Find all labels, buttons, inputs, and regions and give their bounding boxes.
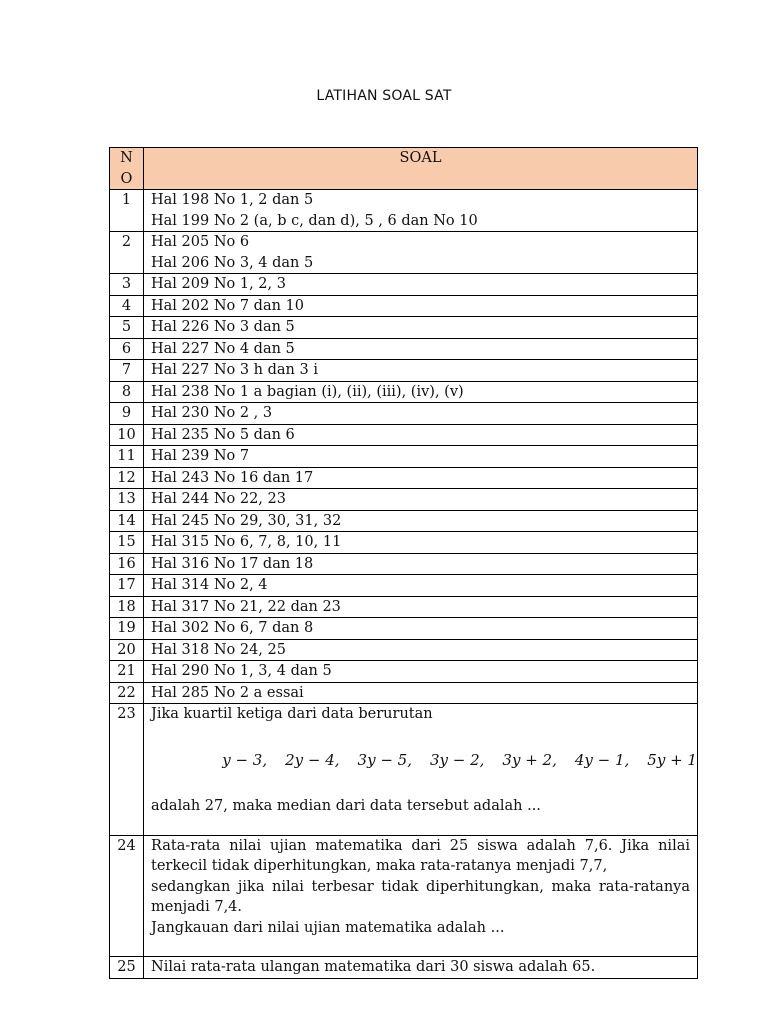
row-number: 20 <box>110 639 144 661</box>
question-23 <box>144 704 698 836</box>
row-number: 15 <box>110 532 144 554</box>
table-row <box>110 489 698 511</box>
row-number: 7 <box>110 360 144 382</box>
question-line: Hal 202 No 7 dan 10 <box>151 297 305 314</box>
table-row <box>110 403 698 425</box>
question-24-p3: Jangkauan dari nilai ujian matematika adalah ... <box>151 919 505 936</box>
row-number: 11 <box>110 446 144 468</box>
row-question <box>144 575 698 597</box>
table-row <box>110 446 698 468</box>
question-line: Hal 244 No 22, 23 <box>151 491 286 507</box>
row-number: 24 <box>110 835 144 957</box>
question-line: Hal 315 No 6, 7, 8, 10, 11 <box>151 534 342 550</box>
page-title: LATIHAN SOAL SAT <box>316 88 452 104</box>
row-question <box>144 553 698 575</box>
row-number: 5 <box>110 317 144 339</box>
row-number: 4 <box>110 295 144 317</box>
table-body <box>110 190 698 979</box>
question-line: Hal 206 No 3, 4 dan 5 <box>151 254 314 271</box>
question-23-outro: adalah 27, maka median dari data tersebut adalah ... <box>151 798 541 814</box>
table-row <box>110 338 698 360</box>
table-row <box>110 575 698 597</box>
table-row <box>110 190 698 232</box>
row-question <box>144 661 698 683</box>
term: y − 3, <box>222 751 268 769</box>
term: 3y − 5, <box>357 751 412 769</box>
row-number: 18 <box>110 596 144 618</box>
row-number: 8 <box>110 381 144 403</box>
question-line: Hal 235 No 5 dan 6 <box>151 426 295 443</box>
table-row-24 <box>110 835 698 957</box>
row-number: 3 <box>110 274 144 296</box>
row-number: 12 <box>110 467 144 489</box>
question-line: Hal 285 No 2 a essai <box>151 684 304 701</box>
row-question <box>144 274 698 296</box>
question-25: Nilai rata-rata ulangan matematika dari 30 siswa adalah 65. <box>144 957 698 979</box>
table-row <box>110 467 698 489</box>
row-number: 17 <box>110 575 144 597</box>
question-line: Hal 243 No 16 dan 17 <box>151 469 314 486</box>
question-line: Hal 205 No 6 <box>151 234 250 250</box>
row-number: 1 <box>110 190 144 232</box>
question-line: Hal 226 No 3 dan 5 <box>151 319 295 335</box>
row-question <box>144 532 698 554</box>
row-question <box>144 338 698 360</box>
question-line: Hal 290 No 1, 3, 4 dan 5 <box>151 663 332 679</box>
row-number: 13 <box>110 489 144 511</box>
question-23-intro: Jika kuartil ketiga dari data berurutan <box>151 706 433 722</box>
table-row <box>110 532 698 554</box>
table-row <box>110 553 698 575</box>
row-number: 22 <box>110 682 144 704</box>
question-line: Hal 239 No 7 <box>151 448 250 464</box>
table-row <box>110 295 698 317</box>
row-number: 25 <box>110 957 144 979</box>
table-row <box>110 682 698 704</box>
row-question <box>144 403 698 425</box>
row-question <box>144 596 698 618</box>
row-number: 9 <box>110 403 144 425</box>
table-row-23 <box>110 704 698 836</box>
soal-table <box>109 147 698 979</box>
table-row <box>110 232 698 274</box>
question-23-terms <box>151 725 697 797</box>
row-question <box>144 446 698 468</box>
table-row <box>110 317 698 339</box>
header-soal: SOAL <box>144 148 698 190</box>
table-row <box>110 661 698 683</box>
table-row <box>110 618 698 640</box>
row-question <box>144 424 698 446</box>
question-line: Hal 314 No 2, 4 <box>151 577 268 593</box>
row-number: 10 <box>110 424 144 446</box>
header-no: N O <box>110 148 144 190</box>
row-question <box>144 295 698 317</box>
question-line: Hal 209 No 1, 2, 3 <box>151 276 286 292</box>
row-number: 16 <box>110 553 144 575</box>
row-question <box>144 190 698 232</box>
row-question <box>144 467 698 489</box>
question-line: Hal 316 No 17 dan 18 <box>151 555 314 572</box>
row-question <box>144 317 698 339</box>
term: 5y + 1 <box>647 751 697 769</box>
row-number: 6 <box>110 338 144 360</box>
question-line: Hal 318 No 24, 25 <box>151 641 286 658</box>
question-line: Hal 317 No 21, 22 dan 23 <box>151 598 341 615</box>
table-row <box>110 596 698 618</box>
row-question <box>144 232 698 274</box>
row-question <box>144 381 698 403</box>
row-number: 14 <box>110 510 144 532</box>
row-number: 21 <box>110 661 144 683</box>
table-row <box>110 381 698 403</box>
row-question <box>144 682 698 704</box>
row-number: 19 <box>110 618 144 640</box>
question-line: Hal 230 No 2 , 3 <box>151 405 273 421</box>
question-line: Hal 227 No 4 dan 5 <box>151 340 295 357</box>
question-24 <box>144 835 698 957</box>
term: 2y − 4, <box>285 751 340 769</box>
question-line: Hal 302 No 6, 7 dan 8 <box>151 620 314 636</box>
question-line: Hal 199 No 2 (a, b c, dan d), 5 , 6 dan No 10 <box>151 212 478 229</box>
row-question <box>144 360 698 382</box>
table-row <box>110 424 698 446</box>
term: 3y + 2, <box>502 751 557 769</box>
row-question <box>144 489 698 511</box>
row-number: 2 <box>110 232 144 274</box>
table-header-row <box>110 148 698 190</box>
question-line: Hal 245 No 29, 30, 31, 32 <box>151 512 342 529</box>
table-row <box>110 639 698 661</box>
term: 4y − 1, <box>574 751 630 769</box>
table-row <box>110 274 698 296</box>
question-line: Hal 198 No 1, 2 dan 5 <box>151 192 314 208</box>
row-question <box>144 639 698 661</box>
question-line: Hal 227 No 3 h dan 3 i <box>151 362 318 378</box>
row-number: 23 <box>110 704 144 836</box>
table-row-25 <box>110 957 698 979</box>
term: 3y − 2, <box>429 751 485 769</box>
question-24-p2: sedangkan jika nilai terbesar tidak diperhitungkan, maka rata-ratanya menjadi 7,4. <box>151 878 690 915</box>
table-row <box>110 360 698 382</box>
question-24-p1: Rata-rata nilai ujian matematika dari 25 siswa adalah 7,6. Jika nilai terkecil tidak diperhitungkan, maka rata-ratanya menjadi 7,7, <box>151 837 690 874</box>
row-question <box>144 618 698 640</box>
row-question <box>144 510 698 532</box>
table-row <box>110 510 698 532</box>
question-line: Hal 238 No 1 a bagian (i), (ii), (iii), (iv), (v) <box>151 383 464 400</box>
